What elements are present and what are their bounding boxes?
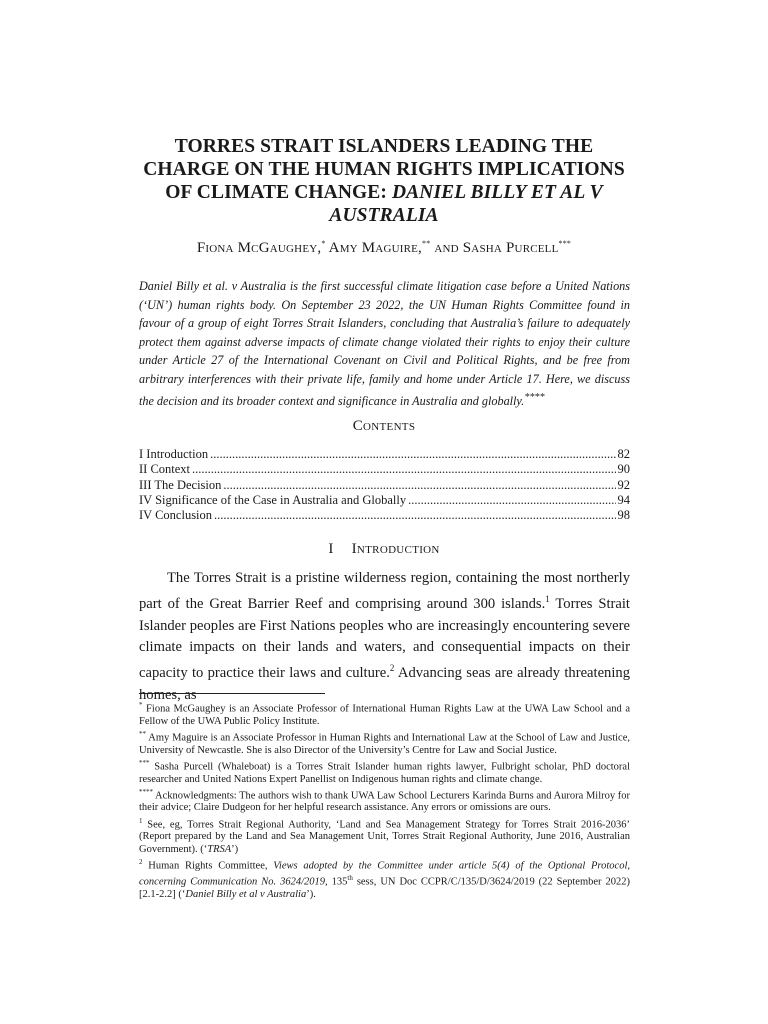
footnotes	[139, 699, 630, 901]
footnote-mark: 2	[139, 857, 143, 866]
abstract	[139, 277, 630, 410]
toc-item-context[interactable]	[139, 462, 630, 477]
author-2: Amy Maguire,	[328, 240, 423, 256]
title-main: TORRES STRAIT ISLANDERS LEADING THE CHARGE ON THE HUMAN RIGHTS IMPLICATIONS OF CLIMATE CHANGE:	[143, 136, 625, 203]
footnote-document-title: Views adopted by the Committee under article 5(4) of the Optional Protocol, concerning Communication No. 3624/2019,	[139, 860, 630, 888]
toc-leader	[192, 462, 615, 477]
section-heading	[130, 541, 638, 558]
section-title: Introduction	[351, 541, 440, 557]
section-number: I	[328, 541, 334, 557]
footnote	[139, 699, 630, 728]
toc-item-label: IV Significance of the Case in Australia and Globally	[139, 492, 407, 507]
footnote-mark: *	[139, 701, 143, 709]
footnote	[139, 856, 630, 902]
contents-heading: Contents	[352, 418, 416, 434]
author-3-mark: ***	[558, 239, 572, 248]
toc-item-page: 92	[617, 477, 630, 492]
footnote-text: ’)	[231, 843, 239, 855]
footnote-text: sess, UN Doc CCPR/C/135/D/3624/2019 (22 September 2022) [2.1-2.2] (‘	[139, 876, 631, 901]
toc-item-introduction[interactable]	[139, 447, 630, 462]
footnote-short-title: Daniel Billy et al v Australia	[185, 889, 307, 901]
table-of-contents	[139, 447, 630, 523]
abstract-mark: ****	[524, 391, 545, 403]
author-line	[130, 239, 638, 257]
footnote-text: Amy Maguire is an Associate Professor in Human Rights and International Law at the School of Law and Justice, University of Newcastle. She is also Director of the University’s Centre for Law and Social Justice.	[139, 732, 630, 756]
footnote-text: See, eg, Torres Strait Regional Authority, ‘Land and Sea Management Strategy for Torres Strait 2016-2036’ (Report prepared by the Land and Sea Management Unit, Torres Strait Regional Authority, June 2016, Australian Government). (‘	[139, 819, 630, 855]
footnote-ref-1[interactable]: 1	[545, 594, 550, 605]
footnote-mark: **	[139, 729, 146, 738]
body-sentence: Advancing seas are already threatening homes, as	[139, 665, 631, 703]
title-case-name: DANIEL BILLY ET AL V AUSTRALIA	[329, 182, 603, 226]
body-sentence: The Torres Strait is a pristine wilderness region, containing the most northerly part of the Great Barrier Reef and comprising around 300 islands.	[139, 570, 630, 613]
toc-item-page: 98	[617, 508, 630, 523]
author-3: Sasha Purcell	[462, 240, 559, 256]
body-paragraph	[139, 568, 630, 706]
footnote-mark: 1	[139, 816, 143, 825]
author-conjunction: and	[434, 240, 459, 256]
footnote-ordinal: th	[347, 874, 353, 883]
author-1: Fiona McGaughey,	[196, 240, 322, 256]
toc-leader	[214, 508, 615, 523]
footnote-text: Sasha Purcell (Whaleboat) is a Torres Strait Islander human rights lawyer, Fulbright scholar, PhD doctoral researcher and United Nations Expert Panellist on Indigenous human rights and climate change.	[139, 761, 630, 785]
toc-item-page: 90	[617, 462, 630, 477]
toc-item-decision[interactable]	[139, 478, 630, 493]
toc-item-label: IV Conclusion	[139, 508, 213, 523]
footnote-text: Fiona McGaughey is an Associate Professor of International Human Rights Law at the UWA Law School and a Fellow of the UWA Public Policy Institute.	[139, 703, 630, 727]
toc-item-page: 94	[617, 492, 630, 507]
toc-item-conclusion[interactable]	[139, 508, 630, 523]
footnote-mark: ****	[139, 787, 153, 796]
toc-item-label: III The Decision	[139, 477, 222, 492]
body-text	[139, 568, 630, 706]
footnote-text: Human Rights Committee,	[142, 860, 274, 872]
body-sentence: Torres Strait Islander peoples are First Nations peoples who are increasingly encountering severe climate impacts on their lands and waters, and consequential impacts on their capacity to practice their laws and culture.	[139, 596, 630, 682]
author-2-mark: **	[422, 239, 431, 248]
footnote	[139, 786, 630, 815]
toc-leader	[210, 447, 615, 462]
footnote	[139, 815, 630, 856]
footnote-text: ’).	[306, 889, 316, 901]
toc-item-label: I Introduction	[139, 447, 209, 461]
footnote-ref-2[interactable]: 2	[389, 663, 395, 674]
toc-leader	[408, 493, 615, 508]
footnote-mark: ***	[139, 758, 150, 767]
footnote-text: Acknowledgments: The authors wish to thank UWA Law School Lecturers Karinda Burns and Aurora Milroy for their advice; Claire Dudgeon for her helpful research assistance. Any errors or omissions are ours.	[139, 790, 630, 814]
toc-item-significance[interactable]	[139, 493, 630, 508]
footnote-divider	[139, 693, 325, 694]
footnote	[139, 728, 630, 757]
toc-item-label: II Context	[139, 462, 191, 477]
footnote-short-title: TRSA	[207, 843, 232, 855]
toc-item-page: 82	[617, 447, 630, 461]
footnote	[139, 757, 630, 786]
article-title	[130, 135, 638, 227]
toc-leader	[223, 478, 615, 493]
abstract-text: Daniel Billy et al. v Australia is the first successful climate litigation case before a United Nations (‘UN’) human rights body. On September 23 2022, the UN Human Rights Committee found in favour of a group of eight Torres Strait Islanders, concluding that Australia’s failure to adequately protect them against adverse impacts of climate change violated their rights to enjoy their culture under Article 27 of the International Covenant on Civil and Political Rights, and be free from arbitrary interferences with their private life, family and home under Article 17. Here, we discuss the decision and its broader context and significance in Australia and globally.	[139, 279, 630, 408]
author-1-mark: *	[321, 239, 326, 248]
footnote-text: 135	[327, 876, 348, 888]
